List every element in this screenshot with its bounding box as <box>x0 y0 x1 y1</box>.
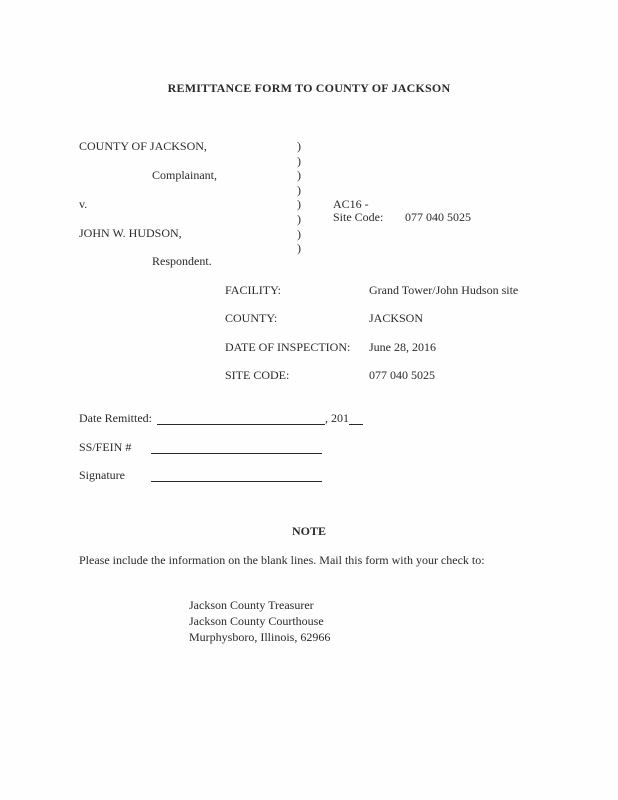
facility-label: FACILITY: <box>225 283 282 297</box>
year-prefix: , 201 <box>325 411 349 425</box>
caption-parentheses <box>297 139 301 256</box>
form-title: REMITTANCE FORM TO COUNTY OF JACKSON <box>167 81 451 95</box>
caption-paren: ) <box>297 153 301 168</box>
year-suffix-field[interactable] <box>349 424 363 425</box>
address-line: Jackson County Treasurer <box>189 598 314 612</box>
signature-label: Signature <box>79 468 125 482</box>
mailing-address <box>189 597 330 645</box>
caption-site-code-value: 077 040 5025 <box>405 210 471 224</box>
county-label: COUNTY: <box>225 311 278 325</box>
address-line: Murphysboro, Illinois, 62966 <box>189 630 331 644</box>
caption-paren: ) <box>297 168 301 183</box>
caption-paren: ) <box>297 241 301 256</box>
signature-field[interactable] <box>151 481 322 482</box>
caption-paren: ) <box>297 139 301 153</box>
complainant-role: Complainant, <box>152 168 217 182</box>
site-code-label: SITE CODE: <box>225 368 290 382</box>
date-remitted-label: Date Remitted: <box>79 411 152 425</box>
inspection-date-value: June 28, 2016 <box>369 340 436 354</box>
facility-value: Grand Tower/John Hudson site <box>369 283 519 297</box>
address-line: Jackson County Courthouse <box>189 614 324 628</box>
caption-site-code-label: Site Code: <box>333 210 384 224</box>
site-code-value: 077 040 5025 <box>369 368 435 382</box>
versus-label: v. <box>79 197 88 211</box>
caption-paren: ) <box>297 197 301 212</box>
caption-paren: ) <box>297 211 301 226</box>
date-remitted-field[interactable] <box>157 424 325 425</box>
inspection-date-label: DATE OF INSPECTION: <box>225 340 351 354</box>
ssfein-label: SS/FEIN # <box>79 440 132 454</box>
note-heading: NOTE <box>291 524 326 538</box>
county-value: JACKSON <box>369 311 424 325</box>
ssfein-field[interactable] <box>151 453 322 454</box>
caption-paren: ) <box>297 226 301 241</box>
complainant-name: COUNTY OF JACKSON, <box>79 139 207 153</box>
case-number: AC16 - <box>333 197 369 211</box>
respondent-role: Respondent. <box>152 254 212 268</box>
caption-paren: ) <box>297 182 301 197</box>
note-instructions: Please include the information on the blank lines. Mail this form with your check to: <box>79 553 485 567</box>
respondent-name: JOHN W. HUDSON, <box>79 226 182 240</box>
